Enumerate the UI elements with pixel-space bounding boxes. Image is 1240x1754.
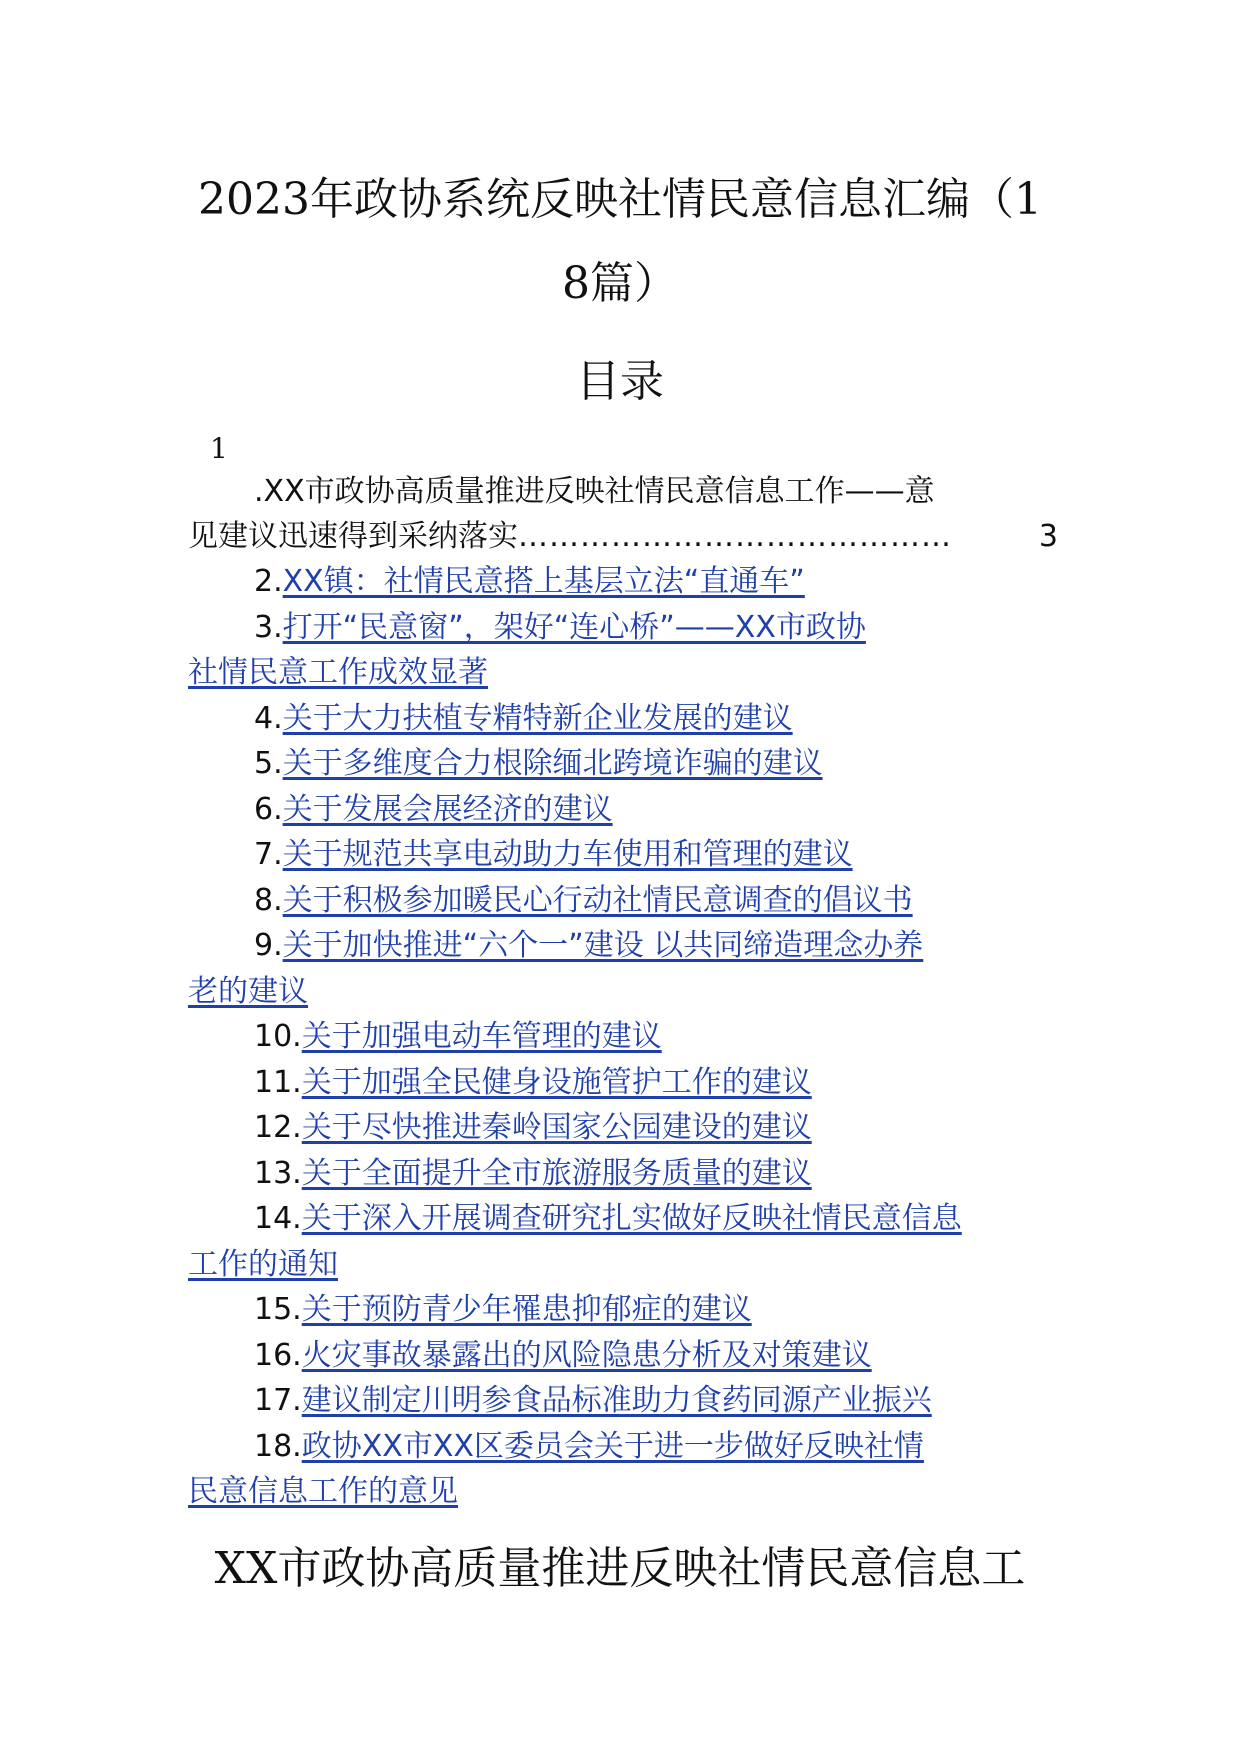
toc-item-link[interactable]: 关于预防青少年罹患抑郁症的建议 (301, 1292, 752, 1327)
toc-item-number: 4. (254, 701, 283, 736)
toc-item-number: 5. (254, 746, 283, 781)
toc-item[interactable] (188, 878, 1058, 924)
toc-item-number: 8. (254, 883, 283, 918)
toc-item-number: 15. (254, 1292, 302, 1327)
toc-item-link[interactable]: XX镇：社情民意搭上基层立法“直通车” (282, 564, 805, 599)
toc-item-link[interactable]: 关于全面提升全市旅游服务质量的建议 (301, 1156, 812, 1191)
toc-item-link[interactable]: 建议制定川明参食品标准助力食药同源产业振兴 (301, 1383, 932, 1418)
section-title: XX市政协高质量推进反映社情民意信息工 (214, 1543, 1026, 1594)
toc-item[interactable] (188, 1014, 1058, 1060)
toc-item-link[interactable]: 关于加强电动车管理的建议 (301, 1019, 662, 1054)
toc-item-link-cont[interactable]: 民意信息工作的意见 (188, 1474, 458, 1509)
document-title-line2: 8篇） (562, 258, 678, 309)
toc-item-1-number: 1 (210, 432, 228, 465)
document-title-line1: 2023年政协系统反映社情民意信息汇编（1 (198, 174, 1042, 225)
toc-item-link[interactable]: 关于尽快推进秦岭国家公园建设的建议 (301, 1110, 812, 1145)
toc-item-link[interactable]: 关于积极参加暖民心行动社情民意调查的倡议书 (282, 883, 913, 918)
toc-item-link[interactable]: 关于多维度合力根除缅北跨境诈骗的建议 (282, 746, 823, 781)
toc-item-link-cont[interactable]: 工作的通知 (188, 1247, 338, 1282)
toc-item-1-line2[interactable] (188, 514, 1058, 560)
toc-item-continuation[interactable] (188, 1242, 1058, 1288)
toc-item-continuation[interactable] (188, 1469, 1058, 1515)
toc-item[interactable] (188, 559, 1058, 605)
toc-item-number: 18. (254, 1429, 302, 1464)
toc-item-number: 10. (254, 1019, 302, 1054)
toc-item-link[interactable]: 打开“民意窗”，架好“连心桥”——XX市政协 (282, 610, 866, 645)
toc-item-link[interactable]: 关于发展会展经济的建议 (282, 792, 613, 827)
toc-item-1-page: 3 (1038, 519, 1058, 554)
toc-item-number: 14. (254, 1201, 302, 1236)
toc-item[interactable] (188, 1196, 1058, 1242)
toc-item-number: 6. (254, 792, 283, 827)
toc-item[interactable] (188, 1424, 1058, 1470)
toc-item[interactable] (188, 787, 1058, 833)
toc-item-link[interactable]: 政协XX市XX区委员会关于进一步做好反映社情 (301, 1429, 924, 1464)
toc-leader-dots: …………………………………… (518, 519, 952, 554)
toc-item[interactable] (188, 923, 1058, 969)
toc-item-number: 3. (254, 610, 283, 645)
toc-item-link[interactable]: 关于加快推进“六个一”建设 以共同缔造理念办养 (282, 928, 924, 963)
toc-item[interactable] (188, 1333, 1058, 1379)
toc-item-number: 17. (254, 1383, 302, 1418)
toc-item-number: 11. (254, 1065, 302, 1100)
toc-item-1-line1[interactable]: .XX市政协高质量推进反映社情民意信息工作——意 (254, 474, 935, 509)
toc-item-number: 16. (254, 1338, 302, 1373)
toc-item[interactable] (188, 741, 1058, 787)
toc-item[interactable] (188, 1151, 1058, 1197)
toc-item-link[interactable]: 关于规范共享电动助力车使用和管理的建议 (282, 837, 853, 872)
toc-item-link-cont[interactable]: 老的建议 (188, 974, 308, 1009)
toc-item-link[interactable]: 关于深入开展调查研究扎实做好反映社情民意信息 (301, 1201, 962, 1236)
toc-item-number: 9. (254, 928, 283, 963)
toc-item-1-text: 见建议迅速得到采纳落实 (188, 519, 518, 554)
toc-item[interactable] (188, 1287, 1058, 1333)
toc-item-link[interactable]: 关于加强全民健身设施管护工作的建议 (301, 1065, 812, 1100)
toc-item-link[interactable]: 火灾事故暴露出的风险隐患分析及对策建议 (301, 1338, 872, 1373)
toc-item[interactable] (188, 832, 1058, 878)
toc-item[interactable] (188, 1378, 1058, 1424)
toc-item-number: 2. (254, 564, 283, 599)
toc-item[interactable] (188, 605, 1058, 651)
toc-heading: 目录 (576, 356, 664, 407)
toc-item-link-cont[interactable]: 社情民意工作成效显著 (188, 655, 488, 690)
toc-item-number: 12. (254, 1110, 302, 1145)
toc-item[interactable] (188, 1060, 1058, 1106)
toc-item[interactable] (188, 696, 1058, 742)
toc-item-number: 13. (254, 1156, 302, 1191)
toc-item-link[interactable]: 关于大力扶植专精特新企业发展的建议 (282, 701, 793, 736)
toc-item-number: 7. (254, 837, 283, 872)
toc-item-continuation[interactable] (188, 969, 1058, 1015)
toc-item[interactable] (188, 1105, 1058, 1151)
toc-item-continuation[interactable] (188, 650, 1058, 696)
